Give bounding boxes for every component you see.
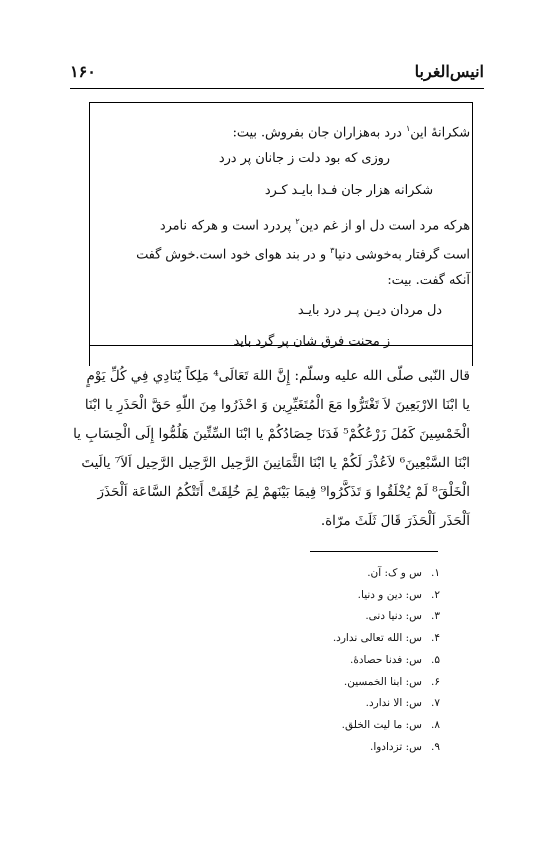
page-number: ۱۶۰	[70, 62, 96, 81]
footnote-rule	[310, 551, 438, 552]
hadith-line-6: اَلْحَذَر اَلْحَذَرَ قَالَ ثَلَثَ مرّاة.	[320, 513, 470, 529]
verse-line-1: روزی که بود دلت ز جانان پر درد	[218, 151, 390, 166]
footnote-ref-1: ۱	[405, 124, 411, 133]
frame-edge-left	[89, 344, 90, 366]
footnote: ۸.س: ما لیت الخلق.	[341, 719, 440, 731]
footnote-ref-2: ۲	[295, 217, 300, 226]
frame-edge-right	[472, 344, 473, 366]
prose-line-4: آنکه گفت. بیت:	[387, 273, 470, 288]
prose-line-3: است گرفتار به‌خوشی دنیا$^۳$ و در بند هوای خود است.خوش گفت	[136, 246, 470, 263]
book-title: انیس‌الغربا	[414, 62, 484, 81]
verse-line-3: دل مردان دیـن پـر درد بایـد	[297, 303, 442, 318]
hadith-line-1: قال النّبی صلّی الله علیه وسلّم: إِنَّ اللهَ تَعَالَى⁴ مَلِكاً يُنَادِي فِي كُلِّ يَوْمٍ	[86, 368, 470, 384]
running-header	[70, 60, 484, 86]
verse-line-2: شکرانه هزار جان فـدا بایـد کـرد	[264, 183, 433, 198]
footnote: ۲.س: دین و دنیا.	[357, 589, 440, 601]
footnote: ۱.س و ک: آن.	[367, 567, 440, 579]
footnote-ref-3: ۳	[330, 246, 335, 255]
verse-line-4: ز محنت فرق شان پر گرد باید	[233, 334, 390, 349]
footnote: ۷.س: الا ندارد.	[365, 697, 440, 709]
header-rule	[70, 88, 484, 89]
prose-line-1: شکرانهٔ این$^۱$ درد به‌هزاران جان بفروش. بیت:	[232, 124, 470, 141]
footnote: ۹.س: تزدادوا.	[369, 741, 440, 753]
hadith-line-5: الْخَلْقَ⁸ لَمْ يُخْلَقُوا وَ تَذَكَّرُوا⁹ فِيمَا بَيْنَهمْ لِمَ خُلِقَتْ أَتَتْكُمُ السَّاعَة اَلْحَذَرَ	[97, 484, 470, 500]
hadith-line-4: ابْنَا السَّبْعِينَ⁶ لاَعُذْرَ لَكُمْ يا ابْنَا الثَّمَانِينَ الرَّحِيل الرَّحِيل الرَّحِيل اَلاَ⁷ يالَيتَ	[81, 455, 470, 471]
footnote: ۳.س: دنیا دنی.	[365, 610, 440, 622]
hadith-line-2: يا ابْنَا الارْبَعِينَ لاَ تَغْتَرُّوا مَعَ الْمُتَغَيِّرِين وَ احْذَرُوا مِنَ اللّهِ حَقَّ الْحَذَرِ يا ابْنَا	[84, 397, 470, 413]
footnote: ۵.س: فدنا حصادهٔ.	[350, 654, 440, 666]
prose-line-2: هرکه مرد است دل او از غم دین$^۲$ پردرد است و هرکه نامرد	[159, 217, 470, 234]
footnote: ۴.س: الله تعالی ندارد.	[332, 632, 440, 644]
hadith-line-3: الْخَمْسِينَ كَمُلَ زَرْعُكُمْ⁵ فَدَنَا حِصَادُكُمْ يا ابْنَا السِّتِّينَ هَلُمُّوا إِلَى الْحِسَابِ يا	[73, 426, 470, 442]
footnote: ۶.س: ابنا الخمسین.	[343, 676, 440, 688]
